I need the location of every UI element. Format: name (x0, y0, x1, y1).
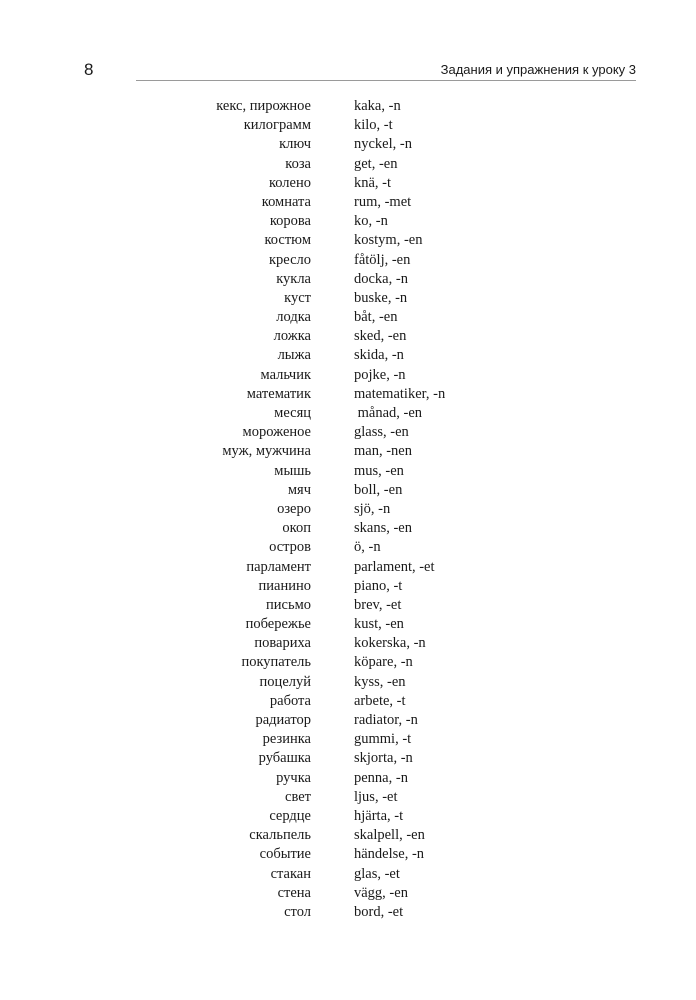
vocab-row (0, 577, 696, 596)
russian-word: мальчик (260, 366, 311, 383)
swedish-word: månad, -en (354, 405, 423, 421)
vocab-row (0, 500, 696, 519)
vocab-row (0, 807, 696, 826)
russian-word: рубашка (258, 750, 311, 767)
vocab-row (0, 558, 696, 577)
vocab-row (0, 615, 696, 634)
swedish-word: kust, -en (354, 616, 404, 633)
russian-word: событие (259, 846, 311, 863)
swedish-word: vägg, -en (354, 884, 408, 901)
swedish-word: båt, -en (354, 309, 398, 326)
swedish-word: kokerska, -n (354, 635, 426, 652)
swedish-word: nyckel, -n (354, 136, 412, 153)
swedish-word: ko, -n (354, 213, 388, 230)
russian-word: кекс, пирожное (216, 98, 311, 114)
russian-word: ключ (279, 136, 311, 153)
vocab-row (0, 423, 696, 442)
swedish-word: ö, -n (354, 539, 381, 556)
swedish-word: skida, -n (354, 347, 404, 364)
vocab-row (0, 538, 696, 557)
vocab-row (0, 884, 696, 903)
vocab-row (0, 270, 696, 289)
vocab-row (0, 442, 696, 461)
vocab-row (0, 212, 696, 231)
vocab-row (0, 193, 696, 212)
vocab-row (0, 692, 696, 711)
vocab-row (0, 97, 696, 116)
russian-word: лодка (276, 309, 311, 326)
russian-word: стакан (270, 865, 311, 882)
vocab-row (0, 327, 696, 346)
russian-word: скальпель (249, 827, 311, 844)
russian-word: колено (268, 174, 311, 191)
russian-word: сердце (269, 807, 311, 824)
page-number: 8 (84, 60, 94, 79)
russian-word: резинка (262, 731, 311, 748)
swedish-word: glas, -et (354, 865, 400, 882)
vocab-row (0, 673, 696, 692)
swedish-word: ljus, -et (354, 788, 398, 805)
russian-word: мышь (274, 462, 311, 479)
russian-word: окоп (282, 520, 311, 537)
vocab-row (0, 116, 696, 135)
vocabulary-list (0, 97, 696, 922)
swedish-word: get, -en (354, 155, 398, 172)
russian-word: ложка (273, 328, 311, 345)
swedish-word: pojke, -n (354, 366, 406, 383)
russian-word: месяц (274, 405, 311, 421)
vocab-row (0, 653, 696, 672)
russian-word: работа (269, 692, 311, 709)
swedish-word: skans, -en (354, 520, 412, 537)
vocab-row (0, 155, 696, 174)
swedish-word: docka, -n (354, 270, 408, 287)
russian-word: свет (285, 788, 311, 805)
swedish-word: parlament, -et (354, 558, 435, 575)
russian-word: остров (269, 539, 311, 556)
vocab-row (0, 634, 696, 653)
swedish-word: kyss, -en (354, 673, 406, 690)
russian-word: стена (277, 884, 311, 901)
russian-word: муж, мужчина (222, 443, 311, 460)
vocab-row (0, 519, 696, 538)
russian-word: куст (284, 289, 311, 306)
swedish-word: kostym, -en (354, 232, 423, 249)
swedish-word: matematiker, -n (354, 385, 446, 402)
vocab-row (0, 845, 696, 864)
russian-word: парламент (246, 558, 311, 575)
russian-word: коза (285, 155, 311, 172)
vocab-row (0, 865, 696, 884)
vocab-row (0, 366, 696, 385)
swedish-word: brev, -et (354, 596, 402, 613)
vocab-row (0, 711, 696, 730)
russian-word: поцелуй (259, 673, 311, 690)
vocab-row (0, 481, 696, 500)
russian-word: пианино (258, 577, 311, 594)
vocab-row (0, 730, 696, 749)
swedish-word: buske, -n (354, 289, 408, 306)
swedish-word: sked, -en (354, 328, 407, 345)
russian-word: побережье (245, 616, 311, 633)
vocab-row (0, 769, 696, 788)
swedish-word: penna, -n (354, 769, 408, 786)
vocab-row (0, 251, 696, 270)
swedish-word: radiator, -n (354, 712, 418, 728)
russian-word: кукла (276, 270, 311, 287)
vocab-row (0, 231, 696, 250)
russian-word: мороженое (242, 424, 311, 441)
swedish-word: gummi, -t (354, 731, 412, 748)
swedish-word: man, -nen (354, 443, 412, 460)
vocab-row (0, 308, 696, 327)
russian-word: корова (269, 213, 311, 230)
swedish-word: knä, -t (354, 174, 392, 191)
vocab-row (0, 135, 696, 154)
swedish-word: piano, -t (354, 577, 403, 594)
vocab-row (0, 404, 696, 423)
swedish-word: hjärta, -t (354, 807, 404, 824)
vocab-row (0, 174, 696, 193)
swedish-word: rum, -met (354, 193, 412, 210)
swedish-word: boll, -en (354, 481, 403, 498)
vocab-row (0, 826, 696, 845)
swedish-word: sjö, -n (354, 500, 391, 517)
russian-word: повариха (254, 635, 311, 652)
vocab-row (0, 462, 696, 481)
swedish-word: glass, -en (354, 424, 409, 441)
header-rule (136, 80, 636, 81)
vocab-row (0, 346, 696, 365)
russian-word: радиатор (255, 712, 311, 728)
russian-word: мяч (287, 481, 311, 498)
russian-word: лыжа (277, 347, 311, 364)
swedish-word: händelse, -n (354, 846, 425, 863)
russian-word: кресло (268, 251, 311, 268)
russian-word: килограмм (243, 117, 311, 134)
vocab-row (0, 788, 696, 807)
swedish-word: kaka, -n (354, 98, 401, 114)
russian-word: стол (284, 903, 311, 920)
russian-word: математик (246, 385, 311, 402)
swedish-word: fåtölj, -en (354, 251, 411, 268)
russian-word: костюм (264, 232, 311, 249)
russian-word: ручка (276, 769, 311, 786)
swedish-word: mus, -en (354, 462, 404, 479)
russian-word: комната (261, 193, 311, 210)
swedish-word: arbete, -t (354, 692, 406, 709)
swedish-word: bord, -et (354, 903, 404, 920)
russian-word: покупатель (241, 654, 311, 671)
swedish-word: kilo, -t (354, 117, 393, 134)
swedish-word: köpare, -n (354, 654, 413, 671)
swedish-word: skjorta, -n (354, 750, 413, 767)
vocab-row (0, 596, 696, 615)
vocab-row (0, 385, 696, 404)
swedish-word: skalpell, -en (354, 827, 425, 844)
russian-word: озеро (277, 500, 311, 517)
running-header-title: Задания и упражнения к уроку 3 (440, 62, 636, 77)
vocab-row (0, 749, 696, 768)
vocab-row (0, 903, 696, 922)
russian-word: письмо (266, 596, 311, 613)
vocab-row (0, 289, 696, 308)
